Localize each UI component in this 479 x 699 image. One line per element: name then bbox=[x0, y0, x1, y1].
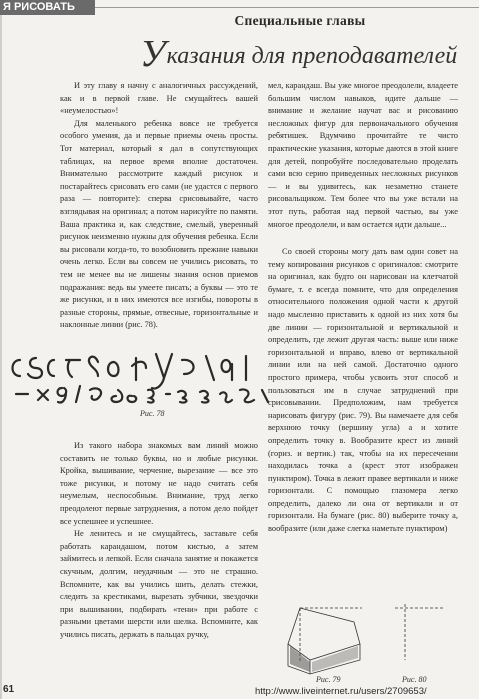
paragraph: Для маленького ребенка вовсе не требуется особого умения, да и первые приемы очень просты. Тот материал, который я дал в сопутствующих таблицах, на первое время вполне достаточен. Внимательно рассмотрите каждый рисунок и постарайтесь срисовать его сами (не удастся с первого раза — повторите): сперва срисовывайте, часто взглядывая на оригинал; а потом нарисуйте по памяти. Ваша практика и, как следствие, смелый, уверенный рисунок неизменно нужны для обучения ребенка. Если вы рисовали когда-то, то возобновить прежние навыки очень легко. Если вы совсем не учились рисовать, то тем не менее вы не лишены знания основ приемов подражания: ведь вы умеете писать; а буквы — это те же рисунки, и в них имеются все изгибы, повороты в разные стороны, прямые, отвесные, горизонтальные и наклонные линии (рис. 78). bbox=[60, 118, 258, 330]
paragraph: Не ленитесь и не смущайтесь, заставьте себя работать карандашом, потом кистью, а затем займитесь и лепкой. Если сначала занятие и покажется скучным, долгим, неудачным — это не страшно. Вспомните, как вы учились шить, делать стежки, следить за крестиками, вырезать зубчики, звездочки при вышивании, подбирать «тени» при работе с разными цветами шерсти или шелка. Вспомните, как учились писать, держать в пальцах ручку, bbox=[60, 529, 258, 639]
chapter-title bbox=[140, 32, 460, 76]
page-edge bbox=[0, 0, 2, 699]
right-column-lower bbox=[268, 246, 458, 536]
paragraph: И эту главу я начну с аналогичных рассуждений, как и в первой главе. Не смущайтесь вашей «неумелостью»! bbox=[60, 81, 258, 116]
chapter-title-rest: казания для преподавателей bbox=[166, 43, 458, 69]
chapter-title-initial: У bbox=[140, 33, 166, 75]
caption-fig-80: Рис. 80 bbox=[402, 675, 427, 684]
paragraph: Со своей стороны могу дать вам один совет на тему копирования рисунков с оригиналов: смотрите на оригинал, как будто он нарисован на клетчатой бумаге, т. е всегда помните, что для определения относительного положения одной части к другой надо мысленно приставить к одной из них хотя бы две линии — горизонтальной и вертикальной и определить, где лежит другая часть: выше или ниже горизонтальной и вправо, влево от вертикальной линии или на ней самой. Достаточно одного простого примера, чтобы усвоить этот способ и пользоваться им в случае затруднений при срисовывании. Предположим, нам требуется нарисовать фигуру (рис. 79). Вы намечаете для себя верхнюю точку (вершину угла) а и хотите определить точку в. Вообразите крест из линий (гориз. и вертик.) так, чтобы на их пересечении находилась точка а (крест этот изображен пунктиром). Точка в лежит правее вертикали и ниже горизонтали. С помощью глазомера легко определить, далеко ли она от вертикали и от горизонтали. На бумаге (рис. 80) выберите точку а, вообразите (или даже слегка наметьте пунктиром) bbox=[268, 247, 458, 534]
figure-79-cube-drawing bbox=[270, 600, 390, 675]
handwriting-sample-figure bbox=[6, 350, 276, 405]
caption-fig-79: Рис. 79 bbox=[316, 675, 341, 684]
watermark-url: http://www.liveinternet.ru/users/2709653/ bbox=[255, 686, 427, 697]
right-column bbox=[268, 80, 458, 231]
caption-fig-78: Рис. 78 bbox=[140, 409, 165, 418]
figure-80-crosshair-drawing bbox=[385, 600, 455, 675]
left-column-lower bbox=[60, 440, 258, 642]
paragraph: Из такого набора знакомых вам линий можно составить не только буквы, но и любые рисунки. Кройка, вышивание, черчение, вырезание — все это тоже рисунки, и потому не надо считать себя неумелым, неспособным. Внимание, труд легко преодолеют первые затруднения, а потом дело пойдет все успешнее и успешнее. bbox=[60, 441, 258, 526]
left-column bbox=[60, 80, 258, 332]
paragraph: мел, карандаш. Вы уже многое преодолели, владеете большим числом навыков, идите дальше — внимание и желание научат вас и рисованию несложных фигур для первоначального обучения ребятишек. Вдумчиво прочитайте те чисто практические указания, которые даются в этой книге для детей, попробуйте последовательно проделать сами всю серию приведенных несложных рисунков — и вы удивитесь, как незаметно станете рисовальщиком. Тем более что вы уже встали на этот путь, работая над первой частью, вы уже многое преодолели, и вам остается идти дальше... bbox=[268, 81, 458, 229]
section-tab: Я РИСОВАТЬ bbox=[0, 0, 95, 15]
section-title: Специальные главы bbox=[234, 13, 366, 28]
page-number: 61 bbox=[3, 684, 15, 695]
